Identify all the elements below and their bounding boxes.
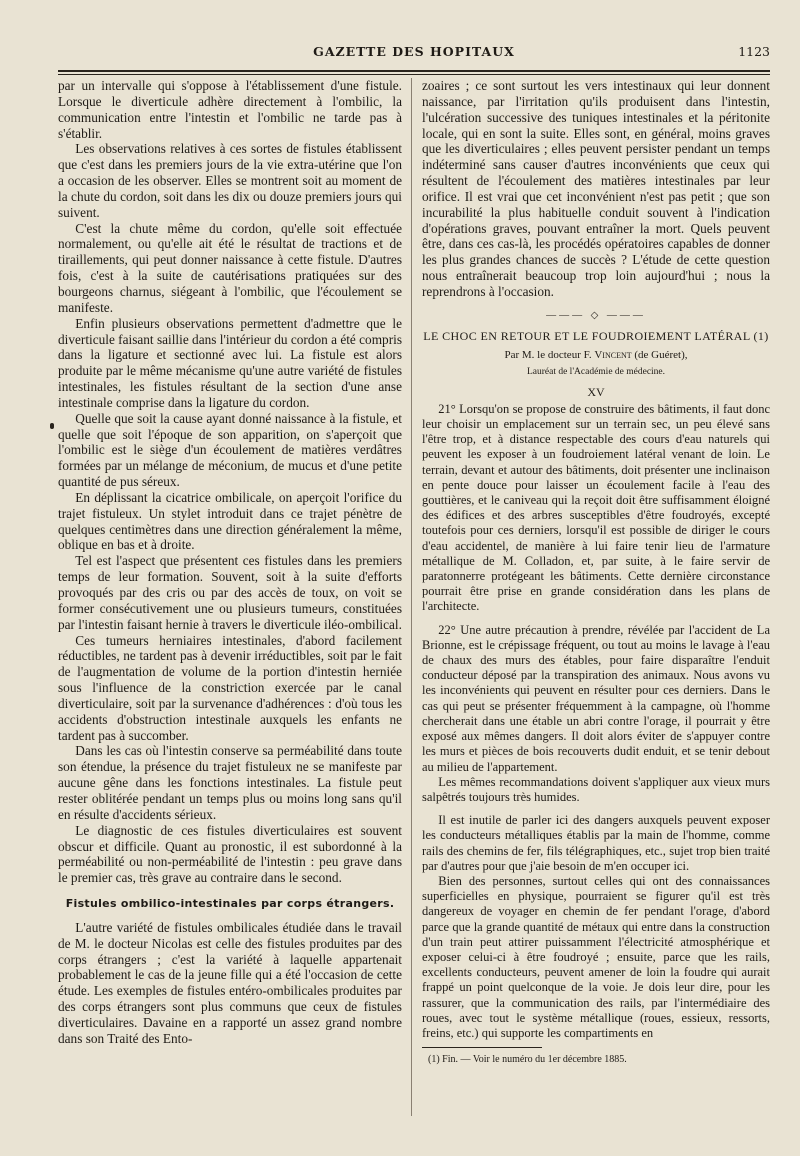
section-subheading: Fistules ombilico-intestinales par corps étrangers. <box>65 897 395 911</box>
running-title: GAZETTE DES HOPITAUX <box>313 44 515 59</box>
paragraph: 21° Lorsqu'on se propose de construire des bâtiments, il faut donc leur choisir un emplacement sur un terrain sec, un peu élevé sans l'être trop, et à distance respectable des cours d'eau naturels qui peuvent les exposer à un foudroiement latéral venant de loin. Le terrain, devant et autour des bâtiments, doit présenter une inclinaison en pente douce pour laisser un écoulement facile à l'eau des gouttières, et le caniveau qui la reçoit doit être suffisamment éloigné des édifices et des arbres susceptibles d'être foudroyés, excepté toutefois pour ces derniers, lorsqu'il est possible de diriger le cours d'eau accidentel, de manière à lui faire tenir lieu de l'armature métallique de M. Colladon, et, par suite, à le faire servir de paratonnerre protégeant les bâtiments. Cette dernière circonstance pourrait être prise en grande considération dans les plans de l'architecte. <box>422 401 770 614</box>
paragraph: Les mêmes recommandations doivent s'appliquer aux vieux murs salpêtrés toujours très humides. <box>422 774 770 804</box>
author-affiliation: Lauréat de l'Académie de médecine. <box>526 367 666 378</box>
paragraph: Il est inutile de parler ici des dangers auxquels peuvent exposer les conducteurs métalliques établis par la main de l'homme, comme rails des chemins de fer, fils télégraphiques, etc., sujet trop bien traité par d'autres pour que j'aie besoin de m'en occuper ici. <box>422 813 770 873</box>
paragraph: L'autre variété de fistules ombilicales étudiée dans le travail de M. le docteur Nicolas est celle des fistules produites par des corps étrangers ; c'est la variété à laquelle appartenait probablement le cas de la jeune fille qui a été l'occasion de cette étude. Les exemples de fistules entéro-ombilicales produites par des corps étrangers sont plus communs que ceux de fistules diverticulaires. Davaine en a rapporté un assez grand nombre dans son Traité des Ento- <box>58 919 402 1046</box>
paragraph: Tel est l'aspect que présentent ces fistules dans les premiers temps de leur formation. Souvent, soit à la suite d'efforts provoqués par des cris ou par des accès de toux, on voit se former consécutivement une ou plusieurs tumeurs, constituées par l'intestin faisant hernie à travers le diverticule iléo-ombilical. <box>58 553 402 632</box>
paragraph: par un intervalle qui s'oppose à l'établissement d'une fistule. Lorsque le diverticule adhère directement à l'ombilic, la communication entre l'intestin et l'ombilic ne tarde pas à s'établir. <box>58 78 402 141</box>
paragraph: Enfin plusieurs observations permettent d'admettre que le diverticule faisant saillie dans l'intérieur du cordon a été compris dans la ligature et sectionné avec lui. La fistule est alors produite par le même mécanisme qu'une autre variété de fistules intestinales, les fistules résultant de la section d'une anse intestinale comprise dans la ligature du cordon. <box>58 315 402 410</box>
author-name: Vincent <box>594 349 632 362</box>
right-column <box>422 78 770 1116</box>
paragraph: zoaires ; ce sont surtout les vers intestinaux qui leur donnent naissance, par l'irritation qu'ils produisent dans l'intestin, l'ulcération successive des tuniques intestinales et la péritonite locale, qui en sont la suite. Elles sont, en général, moins graves que les diverticulaires ; elles peuvent persister pendant un temps indéterminé sans causer d'autres inconvénients que ceux qui résultent de l'écoulement des matières intestinales par leur orifice. Il est vrai que cet inconvénient n'est pas petit ; que son incurabilité la plus habituelle conduit souvent à l'indication d'opérations graves, pouvant entraîner la mort. Quels peuvent être, dans ces cas-là, les procédés opératoires capables de donner les plus grandes chances de succès ? L'étude de cette question nous entraînerait beaucoup trop loin aujourd'hui ; nous la reprendrons à l'occasion. <box>422 78 770 299</box>
paragraph: Le diagnostic de ces fistules diverticulaires est souvent obscur et difficile. Quant au pronostic, il est subordonné à la perméabilité ou non-perméabilité de l'intestin : peu grave dans le premier cas, très grave au contraire dans le second. <box>58 822 402 886</box>
paragraph: Quelle que soit la cause ayant donné naissance à la fistule, et quelle que soit l'époque de son apparition, on s'aperçoit que l'ombilic est le siège d'un écoulement de matières verdâtres formées par un mélange de méconium, de mucus et d'une petite quantité de pus séreux. <box>58 410 402 490</box>
paragraph: Ces tumeurs herniaires intestinales, d'abord facilement réductibles, ne tardent pas à devenir irréductibles, soit par le fait de l'augmentation de volume de la portion d'intestin herniée sous l'influence de la constriction exercée par le canal diverticulaire, soit par la survenance d'adhérences : d'où tous les accidents d'obstruction intestinale auxquels les enfants ne tardent pas à succomber. <box>58 632 402 743</box>
paragraph-gap <box>422 805 770 813</box>
footnote: (1) Fin. — Voir le numéro du 1er décembre 1885. <box>428 1054 627 1066</box>
paragraph: C'est la chute même du cordon, qu'elle soit effectuée normalement, ou qu'elle ait été le résultat de tractions et de tiraillements, qui peut donner naissance à cette fistule. D'autres fois, c'est à la suite de cautérisations pratiquées sur des bourgeons charnus, siégeant à l'ombilic, que l'écoulement se manifeste. <box>58 220 402 315</box>
paragraph: Bien des personnes, surtout celles qui ont des connaissances superficielles en physique, pourraient se figurer qu'il est très dangereux de voyager en chemin de fer pendant l'orage, d'abord parce que la grande quantité de métaux qui entre dans la construction d'un train peut attirer puissamment l'électricité atmosphérique et exposer celui-ci à être foudroyé ; ensuite, parce que les rails, excellents conducteurs, peuvent amener de loin la foudre qui aurait frappé un point quelconque de la voie. Je dois leur dire, pour les rassurer, que la communication des rails, par l'intermédiaire des roues, avec tout le système métallique (roues, essieux, ressorts, freins, etc.) qui supporte les compartiments en <box>422 873 770 1040</box>
paragraph: 22° Une autre précaution à prendre, révélée par l'accident de La Brionne, est le crépissage fréquent, ou tout au moins le lavage à l'eau de chaux des murs des étables, pour faire disparaître l'enduit conducteur déposé par la transpiration des animaux. Nous avons vu les inconvénients qui peuvent en résulter pour ces derniers. Dans le cas qui peut se présenter fréquemment à la campagne, où l'homme chercherait dans une étable un abri contre l'orage, il pourrait y être exposé aux mêmes dangers. Il doit alors éviter de s'appuyer contre les murs et pièces de bois recouverts dudit enduit, et se tenir debout au milieu de l'appartement. <box>422 622 770 774</box>
article-title: LE CHOC EN RETOUR ET LE FOUDROIEMENT LATÉRAL (1) <box>423 329 769 344</box>
paragraph: En déplissant la cicatrice ombilicale, on aperçoit l'orifice du trajet fistuleux. Un stylet introduit dans ce trajet pénètre de quelques centimètres dans une direction généralement la même, oblique en bas et à droite. <box>58 489 402 553</box>
left-column <box>58 78 402 1116</box>
byline <box>422 348 770 363</box>
author-place: (de Guéret), <box>634 349 688 362</box>
paragraph: Les observations relatives à ces sortes de fistules établissent que c'est dans les premiers jours de la vie extra-utérine que l'on a occasion de les observer. Elles se montrent soit au moment de la chute du cordon, soit dans les dix ou douze premiers jours qui suivent. <box>58 141 402 220</box>
section-number: XV <box>587 384 605 399</box>
paragraph: Dans les cas où l'intestin conserve sa perméabilité dans toute son étendue, la présence du trajet fistuleux ne se manifeste par aucune gêne dans les fonctions intestinales. La fistule peut rester oblitérée pendant un temps plus ou moins long sans qu'il en résulte d'accidents sérieux. <box>58 743 402 822</box>
paragraph-gap <box>422 615 770 623</box>
margin-mark <box>50 423 54 429</box>
footnote-rule <box>422 1047 542 1048</box>
column-divider <box>411 78 412 1116</box>
article-separator: ——— ◇ ——— <box>546 309 646 321</box>
page-header <box>58 44 770 66</box>
header-rule <box>58 70 770 75</box>
page-number: 1123 <box>738 44 770 59</box>
byline-prefix: Par M. le docteur F. <box>504 349 592 362</box>
